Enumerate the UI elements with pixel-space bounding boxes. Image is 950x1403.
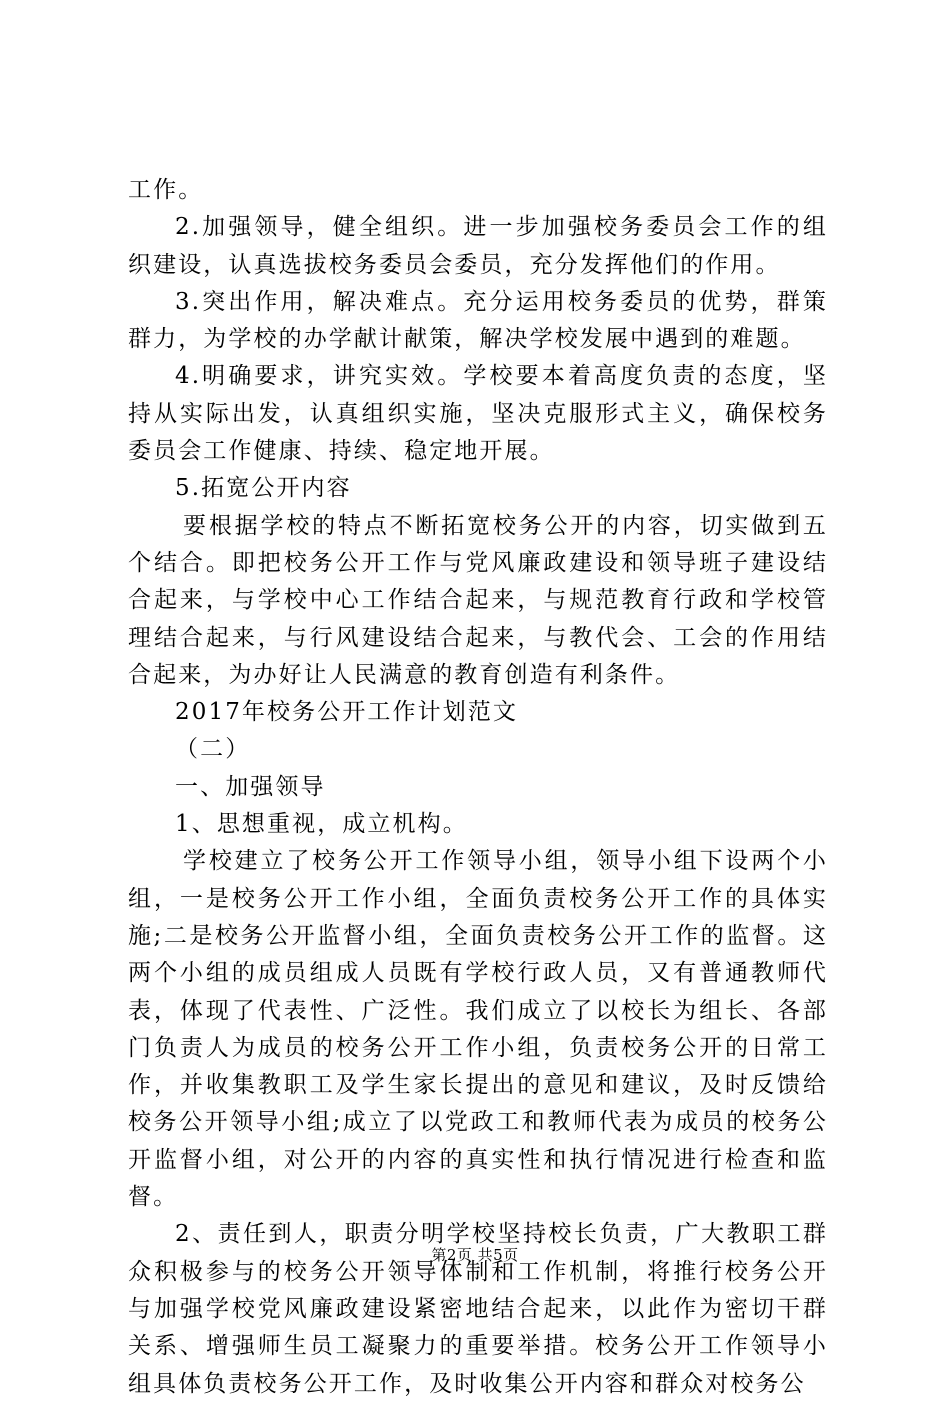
subheading-1: 1、思想重视，成立机构。 xyxy=(175,811,468,838)
paragraph-responsibility: 2、责任到人，职责分明学校坚持校长负责，广大教职工群众积极参与的校务公开领导体制和工作机制，将推行校务公开与加强学校党风廉政建设紧密地结合起来，以此作为密切干群关系、增强师生员工凝聚力的重要举措。校务公开工作领导小组具体负责校务公开工作，及时收集公开内容和群众对校务公 xyxy=(128,1221,828,1397)
paragraph-item-5-heading: 5.拓宽公开内容 xyxy=(175,475,352,502)
section-subtitle: （二） xyxy=(175,736,251,763)
page-number-footer: 第2页 共5页 xyxy=(431,1246,519,1264)
paragraph-item-4: 4.明确要求，讲究实效。学校要本着高度负责的态度，坚持从实际出发，认真组织实施，坚决克服形式主义，确保校务委员会工作健康、持续、稳定地开展。 xyxy=(128,363,828,465)
heading-strengthen-leadership: 一、加强领导 xyxy=(175,773,326,800)
paragraph-organization: 学校建立了校务公开工作领导小组，领导小组下设两个小组，一是校务公开工作小组，全面负责校务公开工作的具体实施;二是校务公开监督小组，全面负责校务公开工作的监督。这两个小组的成员组成人员既有学校行政人员，又有普通教师代表，体现了代表性、广泛性。我们成立了以校长为组长、各部门负责人为成员的校务公开工作小组，负责校务公开的日常工作，并收集教职工及学生家长提出的意见和建议，及时反馈给校务公开领导小组;成立了以党政工和教师代表为成员的校务公开监督小组，对公开的内容的真实性和执行情况进行检查和监督。 xyxy=(128,848,828,1211)
paragraph-item-3: 3.突出作用，解决难点。充分运用校务委员的优势，群策群力，为学校的办学献计献策，解决学校发展中遇到的难题。 xyxy=(128,288,828,353)
paragraph-item-5-body: 要根据学校的特点不断拓宽校务公开的内容，切实做到五个结合。即把校务公开工作与党风廉政建设和领导班子建设结合起来，与学校中心工作结合起来，与规范教育行政和学校管理结合起来，与行风建设结合起来，与教代会、工会的作用结合起来，为办好让人民满意的教育创造有利条件。 xyxy=(128,512,828,688)
section-title: 2017年校务公开工作计划范文 xyxy=(175,699,519,726)
paragraph-item-2: 2.加强领导，健全组织。进一步加强校务委员会工作的组织建设，认真选拔校务委员会委员，充分发挥他们的作用。 xyxy=(128,214,828,278)
paragraph-continuation: 工作。 xyxy=(128,177,204,203)
document-body xyxy=(128,172,828,1403)
